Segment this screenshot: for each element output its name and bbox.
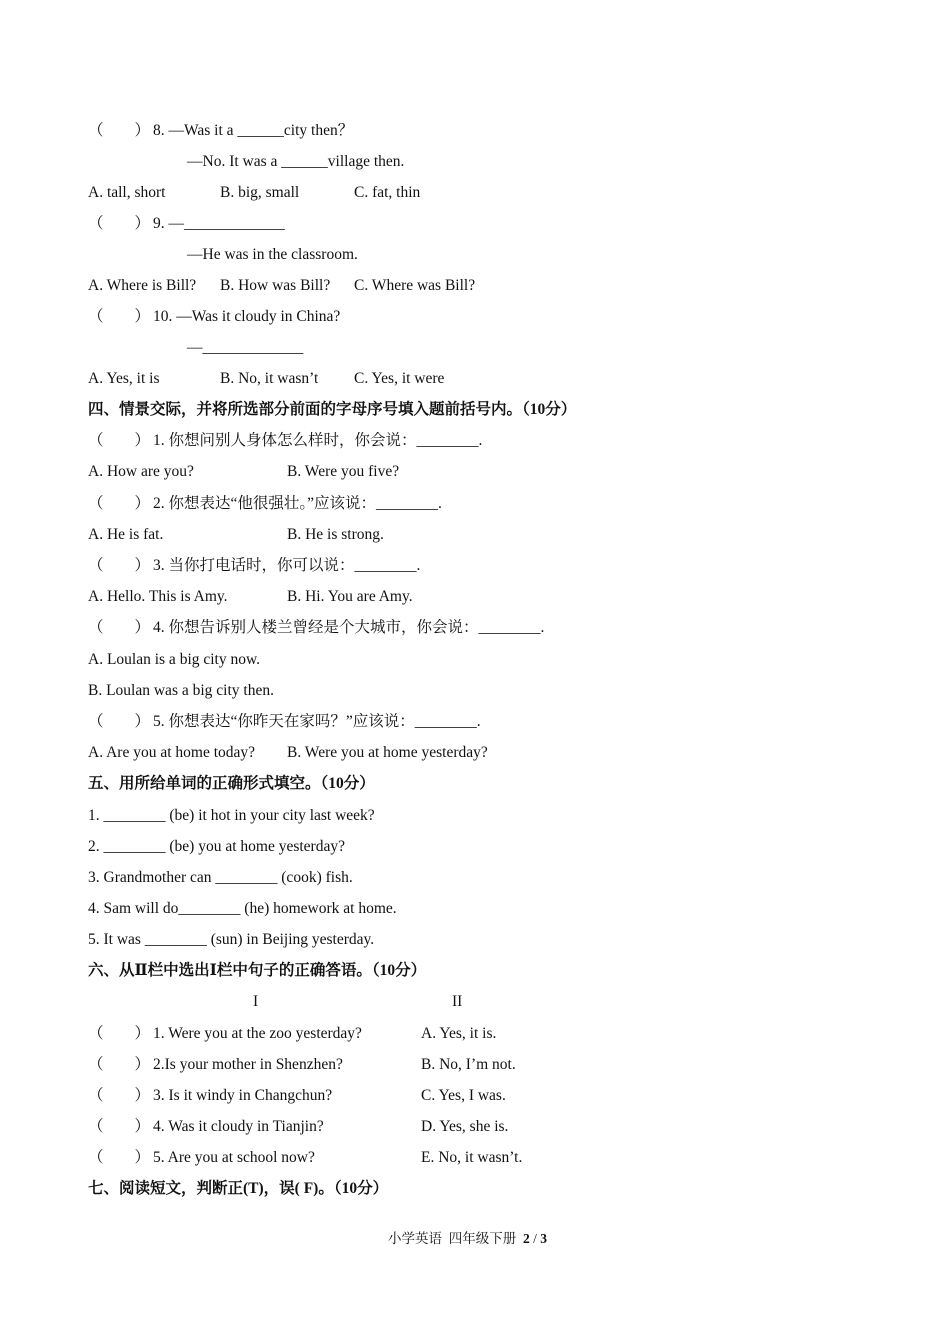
q10-paren[interactable]: （ ） [88, 308, 151, 325]
s4-q4-option-b[interactable]: B. Loulan was a big city then. [88, 682, 274, 699]
q10-reply: —_____________ [187, 339, 304, 356]
s4-q2-stem: 2. 你想表达“他很强壮。”应该说：________. [153, 495, 442, 512]
s6-q4-paren[interactable]: （ ） [88, 1118, 151, 1135]
s6-q5-paren[interactable]: （ ） [88, 1149, 151, 1166]
s4-q5-option-b[interactable]: B. Were you at home yesterday? [287, 744, 488, 761]
s6-answer-a: A. Yes, it is. [421, 1025, 497, 1042]
s6-answer-b: B. No, I’m not. [421, 1056, 516, 1073]
footer-subject: 小学英语 四年级下册 [388, 1231, 523, 1246]
q9-reply: —He was in the classroom. [187, 246, 358, 263]
s6-col1-header: I [253, 993, 259, 1010]
s6-q4-text: 4. Was it cloudy in Tianjin? [153, 1118, 324, 1135]
q9-stem: 9. —_____________ [153, 215, 285, 232]
q9-option-b[interactable]: B. How was Bill? [220, 277, 331, 294]
s4-q2-option-a[interactable]: A. He is fat. [88, 526, 164, 543]
s4-q3-paren[interactable]: （ ） [88, 557, 151, 574]
s6-q2-paren[interactable]: （ ） [88, 1056, 151, 1073]
q10-stem: 10. —Was it cloudy in China? [153, 308, 341, 325]
s6-q5-text: 5. Are you at school now? [153, 1149, 315, 1166]
q8-reply: —No. It was a ______village then. [187, 153, 405, 170]
s6-answer-d: D. Yes, she is. [421, 1118, 509, 1135]
s4-q1-stem: 1. 你想问别人身体怎么样时，你会说：________. [153, 432, 483, 449]
q9-option-a[interactable]: A. Where is Bill? [88, 277, 197, 294]
s4-q4-stem: 4. 你想告诉别人楼兰曾经是个大城市，你会说：________. [153, 619, 545, 636]
page-footer [388, 1227, 547, 1247]
q10-option-a[interactable]: A. Yes, it is [88, 370, 160, 387]
q10-option-b[interactable]: B. No, it wasn’t [220, 370, 319, 387]
s4-q3-option-b[interactable]: B. Hi. You are Amy. [287, 588, 413, 605]
footer-page-total: 3 [540, 1231, 548, 1246]
section4-heading: 四、情景交际，并将所选部分前面的字母序号填入题前括号内。（10分） [88, 401, 577, 418]
q8-option-c[interactable]: C. fat, thin [354, 184, 421, 201]
s4-q5-stem: 5. 你想表达“你昨天在家吗？”应该说：________. [153, 713, 481, 730]
s4-q1-option-a[interactable]: A. How are you? [88, 463, 194, 480]
s5-item-5: 5. It was ________ (sun) in Beijing yesterday. [88, 931, 375, 948]
section7-heading: 七、阅读短文，判断正(T)，误( F)。（10分） [88, 1180, 389, 1197]
section6-heading: 六、从Ⅱ栏中选出Ⅰ栏中句子的正确答语。（10分） [88, 962, 427, 979]
footer-separator: / [529, 1231, 541, 1246]
s6-answer-c: C. Yes, I was. [421, 1087, 506, 1104]
q10-option-c[interactable]: C. Yes, it were [354, 370, 445, 387]
s4-q2-paren[interactable]: （ ） [88, 495, 151, 512]
s4-q1-option-b[interactable]: B. Were you five? [287, 463, 400, 480]
s5-item-2: 2. ________ (be) you at home yesterday? [88, 838, 345, 855]
s4-q2-option-b[interactable]: B. He is strong. [287, 526, 384, 543]
s5-item-1: 1. ________ (be) it hot in your city last week? [88, 807, 375, 824]
s4-q5-paren[interactable]: （ ） [88, 713, 151, 730]
s4-q4-option-a[interactable]: A. Loulan is a big city now. [88, 651, 261, 668]
s4-q3-stem: 3. 当你打电话时，你可以说：________. [153, 557, 421, 574]
s6-q2-text: 2.Is your mother in Shenzhen? [153, 1056, 343, 1073]
s4-q1-paren[interactable]: （ ） [88, 432, 151, 449]
s5-item-4: 4. Sam will do________ (he) homework at home. [88, 900, 397, 917]
q8-paren[interactable]: （ ） [88, 122, 151, 139]
s5-item-3: 3. Grandmother can ________ (cook) fish. [88, 869, 353, 886]
s6-answer-e: E. No, it wasn’t. [421, 1149, 523, 1166]
s6-q1-paren[interactable]: （ ） [88, 1025, 151, 1042]
s4-q3-option-a[interactable]: A. Hello. This is Amy. [88, 588, 228, 605]
s6-q3-paren[interactable]: （ ） [88, 1087, 151, 1104]
q8-option-b[interactable]: B. big, small [220, 184, 300, 201]
section5-heading: 五、用所给单词的正确形式填空。（10分） [88, 775, 375, 792]
s6-q1-text: 1. Were you at the zoo yesterday? [153, 1025, 362, 1042]
q9-paren[interactable]: （ ） [88, 215, 151, 232]
s4-q4-paren[interactable]: （ ） [88, 619, 151, 636]
s6-col2-header: II [452, 993, 463, 1010]
s4-q5-option-a[interactable]: A. Are you at home today? [88, 744, 256, 761]
footer-page-number: 2 [523, 1231, 530, 1246]
q8-stem: 8. —Was it a ______city then？ [153, 122, 354, 139]
q9-option-c[interactable]: C. Where was Bill? [354, 277, 476, 294]
q8-option-a[interactable]: A. tall, short [88, 184, 166, 201]
s6-q3-text: 3. Is it windy in Changchun? [153, 1087, 333, 1104]
